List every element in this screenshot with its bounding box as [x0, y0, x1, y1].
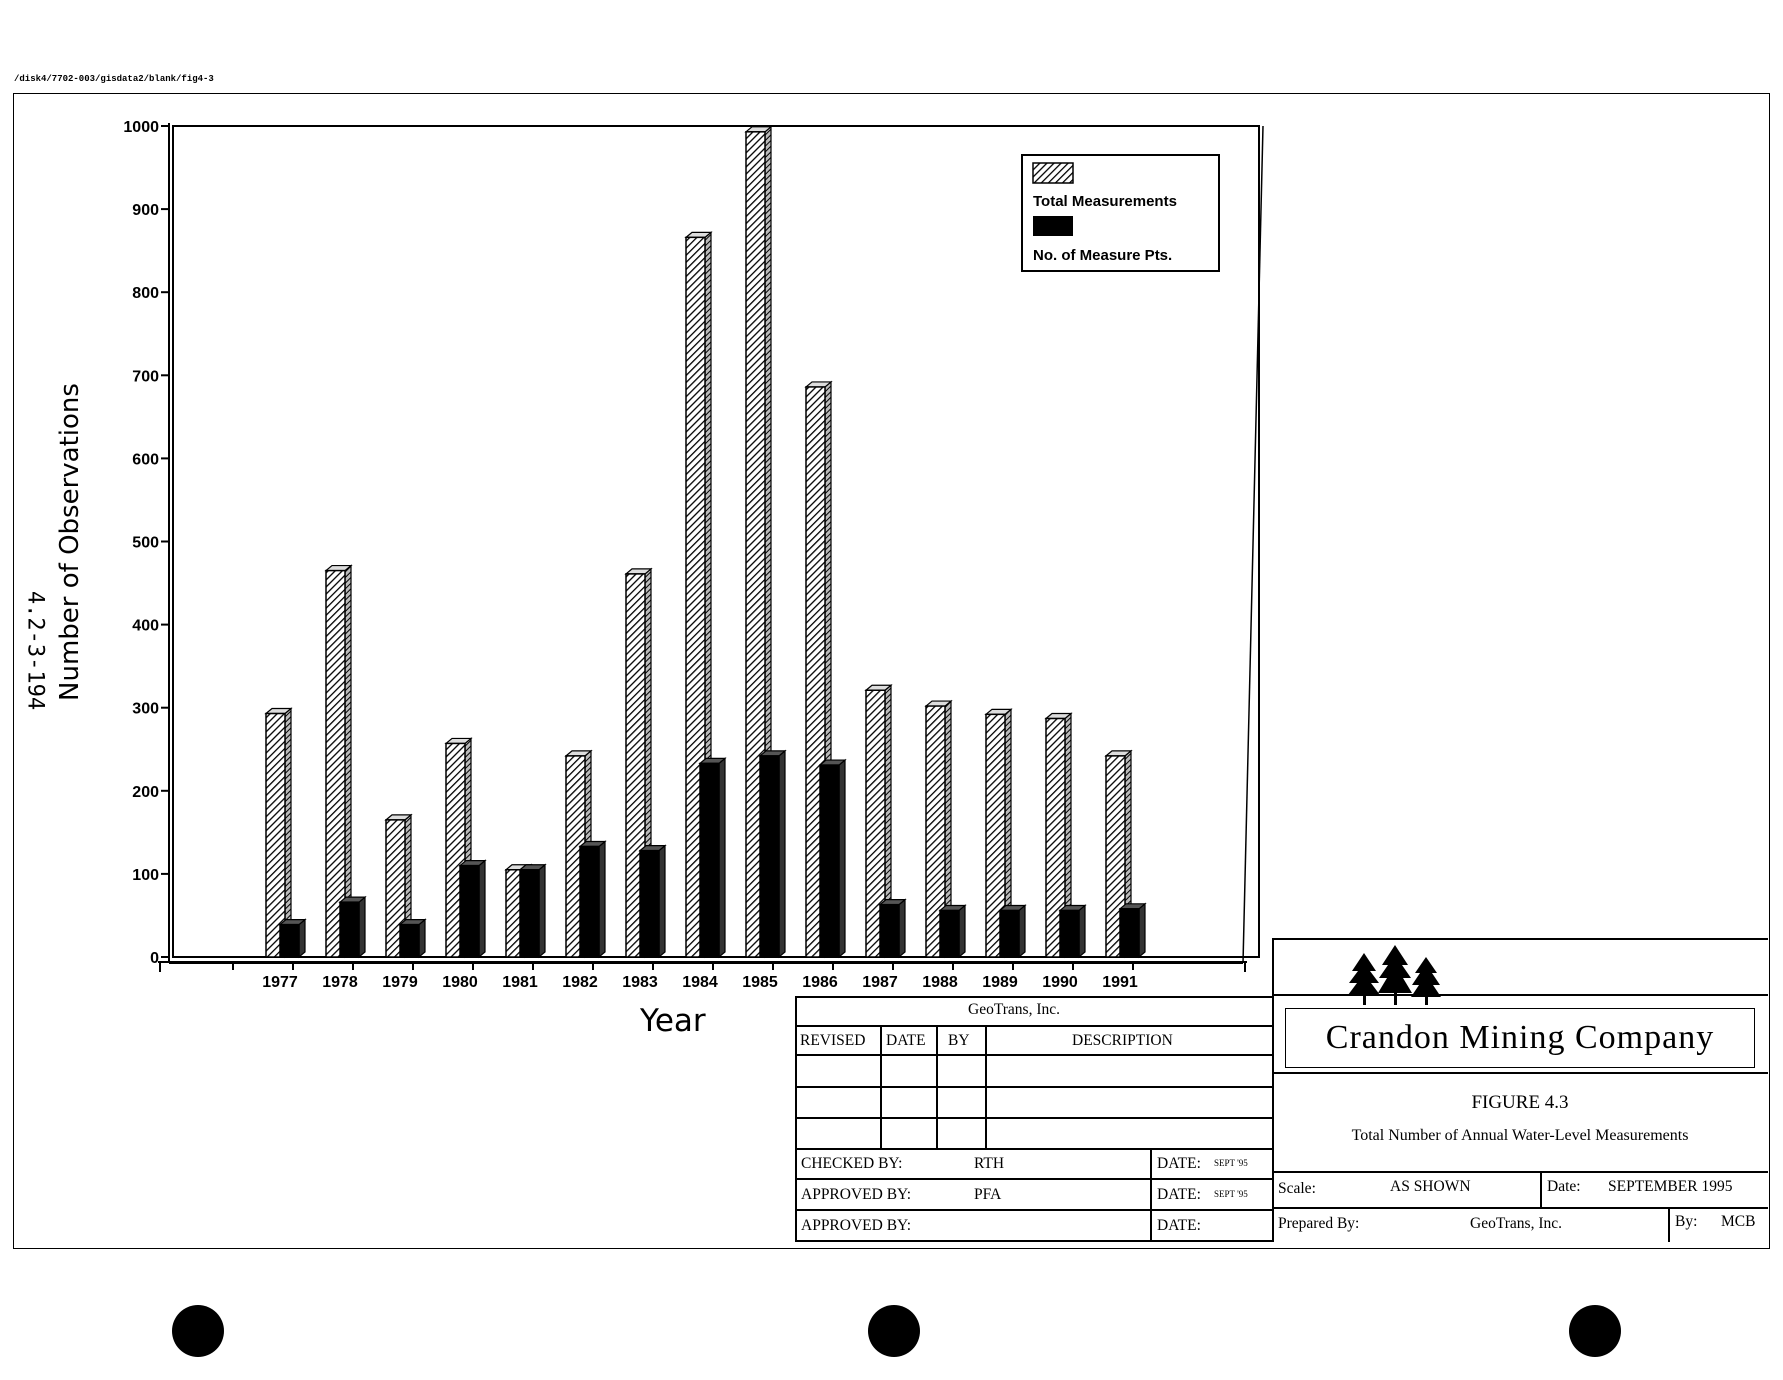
x-axis — [158, 962, 1247, 991]
legend-label-points: No. of Measure Pts. — [1033, 247, 1173, 264]
y-axis-label: Number of Observations — [55, 383, 85, 701]
x-tick-label: 1983 — [622, 974, 658, 991]
bar-points-1988 — [940, 905, 965, 957]
y-tick-label: 900 — [132, 202, 159, 220]
col-description: DESCRIPTION — [1072, 1032, 1173, 1049]
binder-hole-right — [1569, 1305, 1621, 1357]
scale-label: Scale: — [1278, 1180, 1316, 1197]
legend-label-total: Total Measurements — [1033, 193, 1177, 210]
y-tick-label: 400 — [132, 617, 159, 635]
binder-hole-left — [172, 1305, 224, 1357]
checked-by-value: RTH — [974, 1155, 1005, 1172]
x-tick-label: 1989 — [982, 974, 1018, 991]
y-tick-label: 700 — [132, 368, 159, 386]
x-tick-label: 1984 — [682, 974, 718, 991]
figure-title: Total Number of Annual Water-Level Measurements — [1351, 1127, 1689, 1144]
approved-by-label-2: APPROVED BY: — [801, 1217, 912, 1234]
bar-points-1978 — [340, 897, 365, 957]
x-tick-label: 1987 — [862, 974, 898, 991]
legend — [1022, 155, 1219, 271]
x-tick-label: 1979 — [382, 974, 418, 991]
bar-points-1985 — [760, 751, 785, 957]
x-tick-label: 1980 — [442, 974, 478, 991]
y-tick-label: 800 — [132, 285, 159, 303]
legend-swatch-total — [1033, 163, 1073, 183]
y-tick-label: 200 — [132, 783, 159, 801]
legend-swatch-points — [1033, 216, 1073, 236]
bars — [266, 127, 1145, 957]
y-tick-label: 300 — [132, 700, 159, 718]
bar-points-1983 — [640, 846, 665, 957]
date-label: Date: — [1547, 1178, 1581, 1195]
scale-value: AS SHOWN — [1390, 1178, 1471, 1195]
bar-points-1979 — [400, 920, 425, 957]
approved-by-label-1: APPROVED BY: — [801, 1186, 912, 1203]
bar-points-1991 — [1120, 904, 1145, 957]
prepared-by-label: Prepared By: — [1278, 1215, 1360, 1232]
col-date: DATE — [886, 1032, 926, 1049]
x-tick-label: 1990 — [1042, 974, 1078, 991]
bar-points-1980 — [460, 861, 485, 957]
bar-points-1990 — [1060, 905, 1085, 957]
figure-number: FIGURE 4.3 — [1471, 1092, 1569, 1113]
bar-points-1981 — [520, 865, 545, 957]
y-tick-label: 100 — [132, 866, 159, 884]
by-value: MCB — [1721, 1213, 1756, 1230]
x-tick-label: 1986 — [802, 974, 838, 991]
client-name: Crandon Mining Company — [1325, 1019, 1715, 1056]
y-tick-label: 1000 — [123, 119, 159, 136]
bar-points-1989 — [1000, 905, 1025, 957]
bar-points-1984 — [700, 758, 725, 957]
date-label-3: DATE: — [1157, 1217, 1201, 1234]
x-tick-label: 1991 — [1102, 974, 1138, 991]
x-tick-label: 1988 — [922, 974, 958, 991]
date-value: SEPTEMBER 1995 — [1608, 1178, 1733, 1195]
date-value-1: SEPT '95 — [1214, 1158, 1248, 1168]
page-number: 4.2-3-194 — [22, 590, 48, 711]
date-label-1: DATE: — [1157, 1155, 1201, 1172]
y-tick-label: 600 — [132, 451, 159, 469]
bar-points-1987 — [880, 900, 905, 957]
col-revised: REVISED — [800, 1032, 866, 1049]
y-tick-label: 0 — [150, 950, 159, 967]
x-tick-label: 1982 — [562, 974, 598, 991]
x-tick-label: 1981 — [502, 974, 538, 991]
y-axis — [123, 119, 169, 967]
date-value-2: SEPT '95 — [1214, 1189, 1248, 1199]
bar-points-1977 — [280, 920, 305, 957]
x-axis-label: Year — [640, 1003, 706, 1039]
x-tick-label: 1977 — [262, 974, 298, 991]
by-label: By: — [1675, 1213, 1698, 1230]
bar-points-1982 — [580, 841, 605, 957]
date-label-2: DATE: — [1157, 1186, 1201, 1203]
prepared-by-value: GeoTrans, Inc. — [1470, 1215, 1562, 1232]
geotrans-heading: GeoTrans, Inc. — [968, 1001, 1060, 1018]
tree-logo-icon — [1348, 945, 1444, 1007]
checked-by-label: CHECKED BY: — [801, 1155, 903, 1172]
col-by: BY — [948, 1032, 970, 1049]
x-tick-label: 1985 — [742, 974, 778, 991]
x-tick-label: 1978 — [322, 974, 358, 991]
y-tick-label: 500 — [132, 534, 159, 552]
file-path-label: /disk4/7702-003/gisdata2/blank/fig4-3 — [14, 74, 214, 84]
bar-points-1986 — [820, 760, 845, 957]
binder-hole-center — [868, 1305, 920, 1357]
approved-by-value-1: PFA — [974, 1186, 1002, 1203]
